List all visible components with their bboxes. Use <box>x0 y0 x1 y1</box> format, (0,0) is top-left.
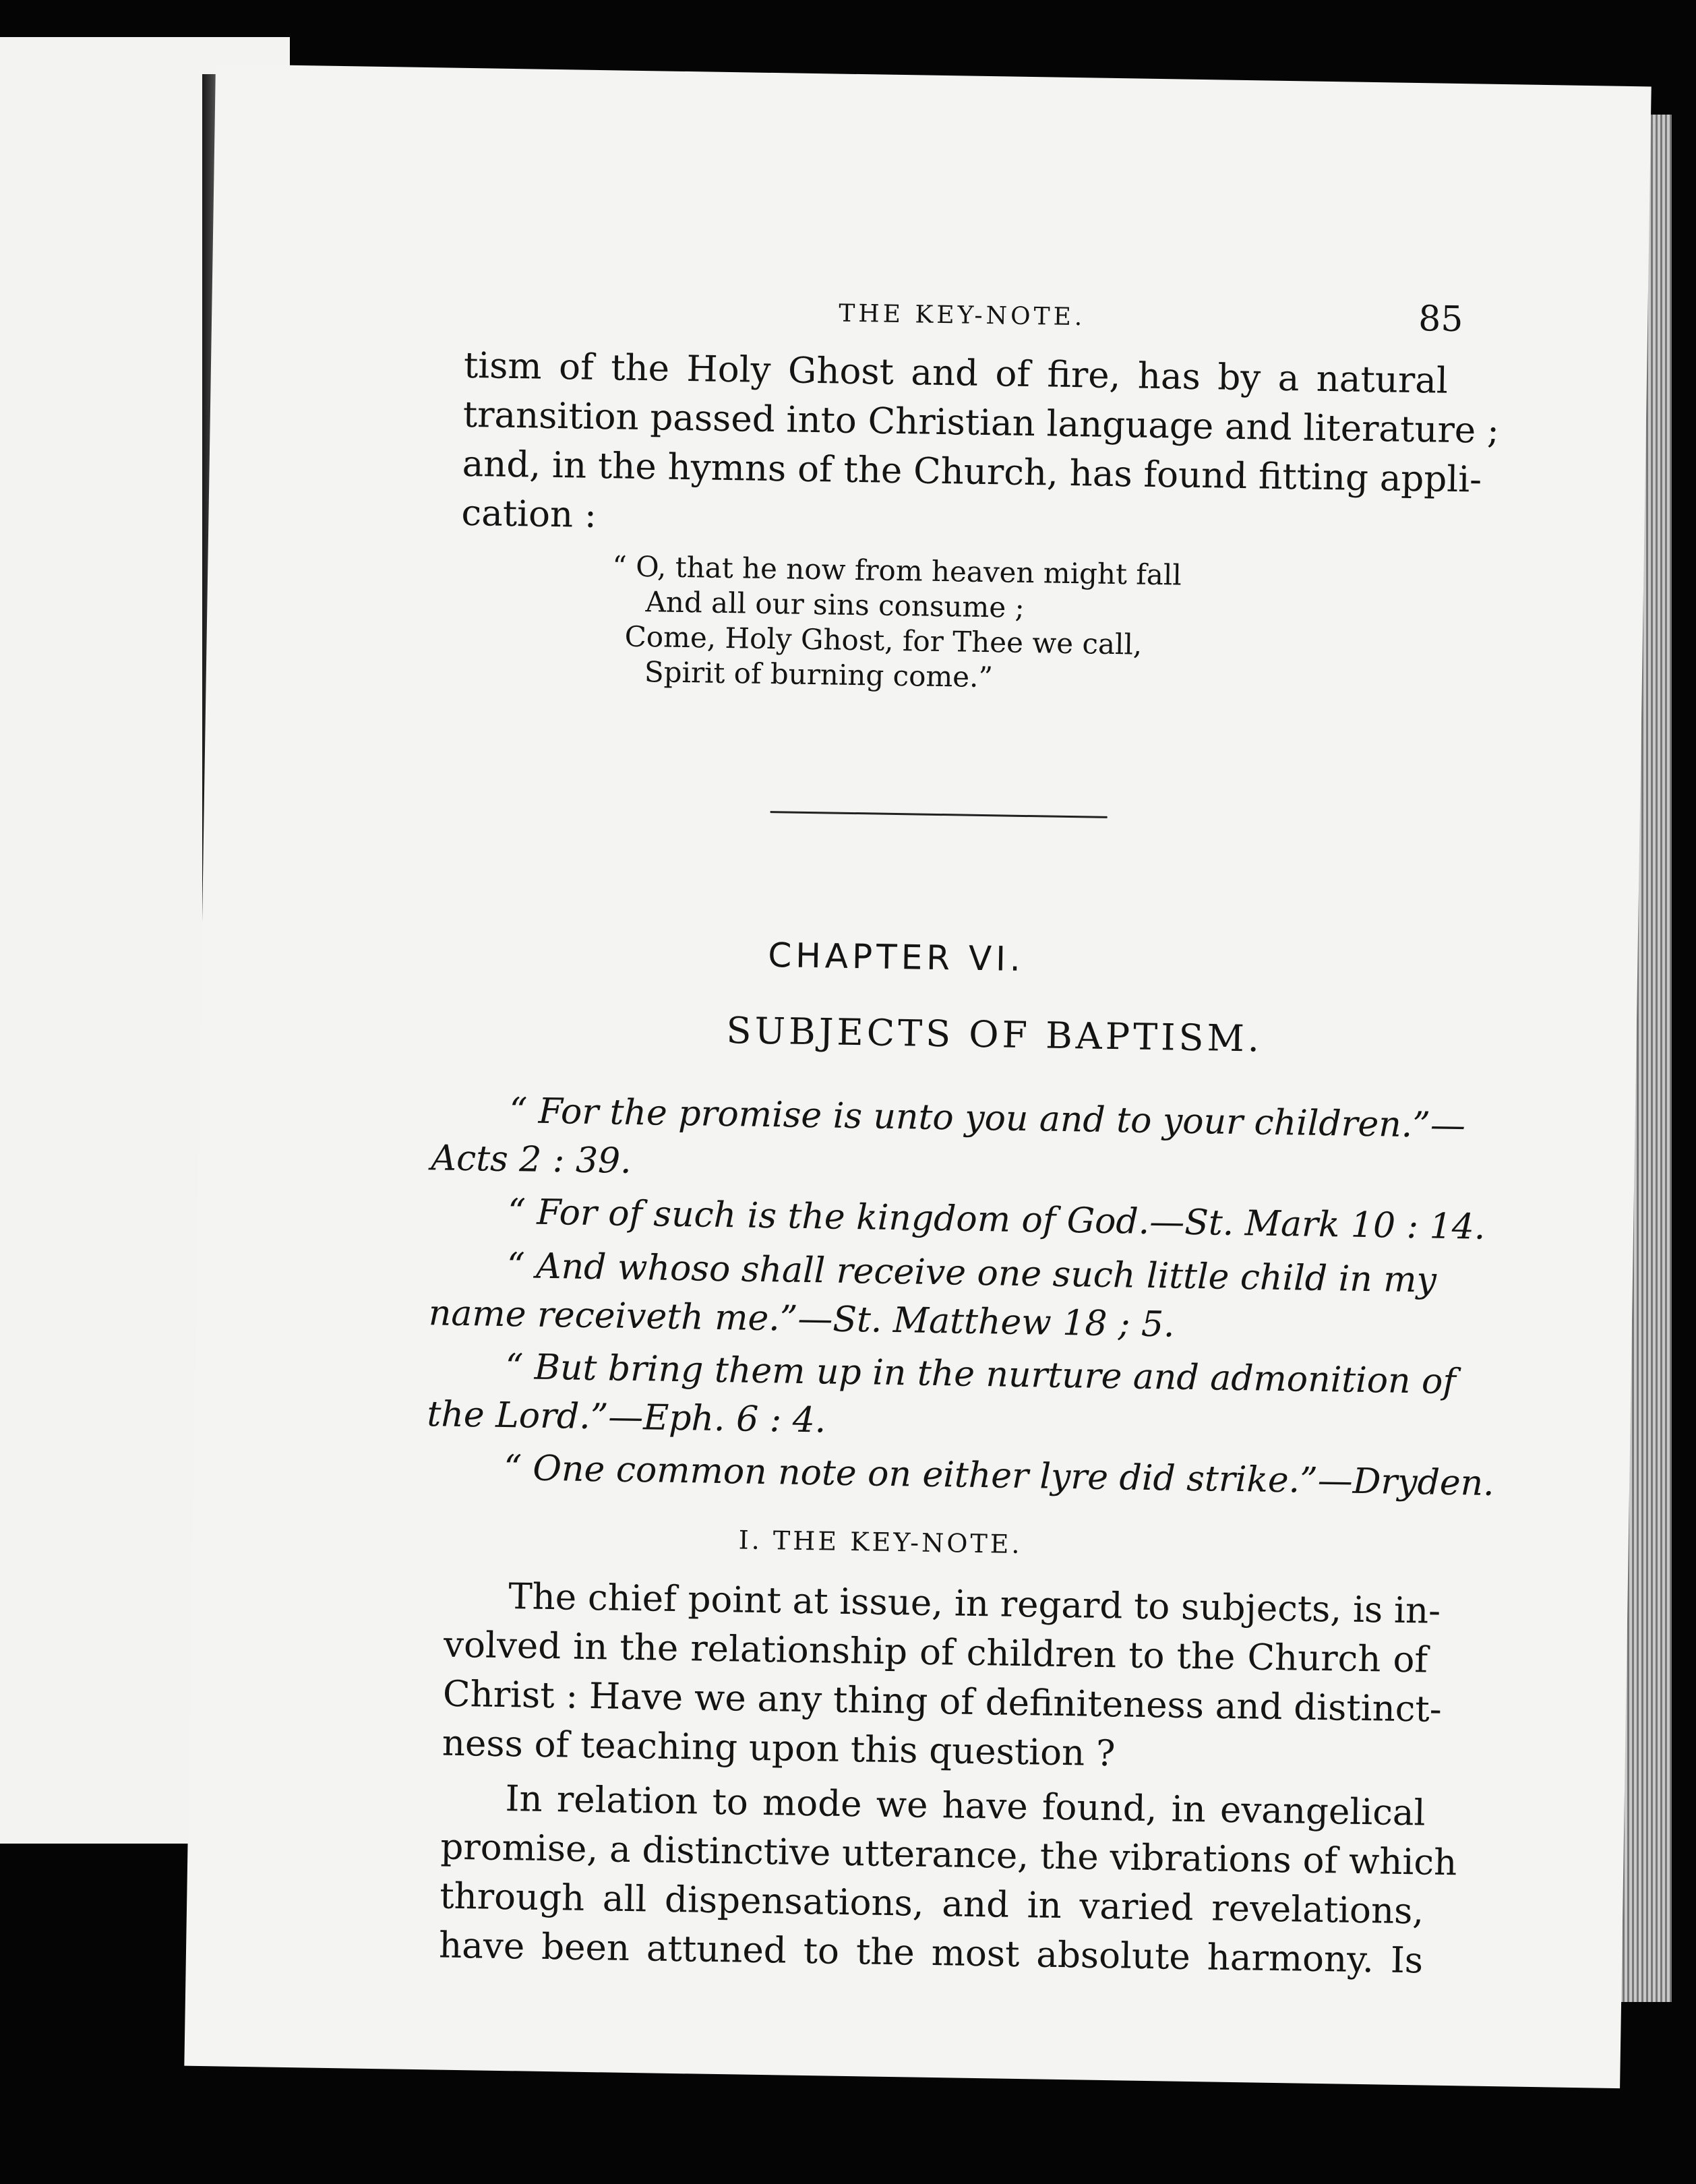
chapter-title: SUBJECTS OF BAPTISM. <box>726 1009 1263 1060</box>
text-line: Christ : Have we any thing of definiteness and distinct- <box>442 1673 1443 1730</box>
epigraph-line: “ But bring them up in the nurture and admonition of <box>505 1346 1457 1403</box>
section-heading: I. THE KEY-NOTE. <box>738 1525 1023 1560</box>
text-line: have been attuned to the most absolute harmony. Is <box>438 1924 1424 1982</box>
text-line: In relation to mode we have found, in evangelical <box>505 1778 1426 1834</box>
body-paragraph <box>438 1773 1457 1986</box>
text-line: ness of teaching upon this question ? <box>442 1722 1116 1775</box>
text-line: cation : <box>461 492 597 536</box>
text-line: The chief point at issue, in regard to subjects, is in- <box>508 1576 1441 1632</box>
epigraph-line: Acts 2 : 39. <box>431 1138 632 1182</box>
verse-line: Spirit of burning come.” <box>644 655 994 694</box>
section-divider <box>770 811 1108 818</box>
epigraph <box>428 1240 1437 1353</box>
book-page <box>184 64 1651 2088</box>
hymn-verse <box>611 549 1182 698</box>
epigraph-line: “ And whoso shall receive one such little child in my <box>506 1246 1437 1301</box>
epigraph <box>430 1186 1486 1250</box>
text-line: through all dispensations, and in varied revelations, <box>439 1875 1424 1933</box>
text-line: transition passed into Christian language and literature ; <box>462 394 1500 452</box>
text-line: and, in the hymns of the Church, has found fitting appli- <box>462 443 1482 501</box>
epigraph-line: the Lord.”—Eph. 6 : 4. <box>427 1394 826 1441</box>
epigraph-line: “ One common note on either lyre did strike.”—Dryden. <box>503 1447 1495 1505</box>
epigraph-line: “ For of such is the kingdom of God.—St. Mark 10 : 14. <box>507 1192 1486 1248</box>
epigraph-line: name receiveth me.”—St. Matthew 18 ; 5. <box>428 1293 1176 1345</box>
verse-line: Come, Holy Ghost, for Thee we call, <box>624 619 1143 661</box>
verse-line: “ O, that he now from heaven might fall <box>611 549 1182 592</box>
epigraph <box>431 1085 1466 1198</box>
epigraph <box>427 1341 1457 1454</box>
running-head: THE KEY-NOTE. <box>838 299 1086 332</box>
chapter-number: CHAPTER VI. <box>767 936 1025 979</box>
verse-line: And all our sins consume ; <box>645 585 1025 624</box>
text-line: volved in the relationship of children to the Church of <box>443 1624 1428 1681</box>
text-line: promise, a distinctive utterance, the vibrations of which <box>440 1826 1457 1884</box>
text-line: tism of the Holy Ghost and of fire, has by a natural <box>463 344 1449 402</box>
epigraph <box>426 1443 1495 1507</box>
page-number: 85 <box>1418 299 1463 340</box>
epigraph-line: “ For the promise is unto you and to your children.”— <box>509 1091 1466 1147</box>
body-paragraph <box>442 1571 1443 1784</box>
opening-paragraph <box>461 341 1500 553</box>
